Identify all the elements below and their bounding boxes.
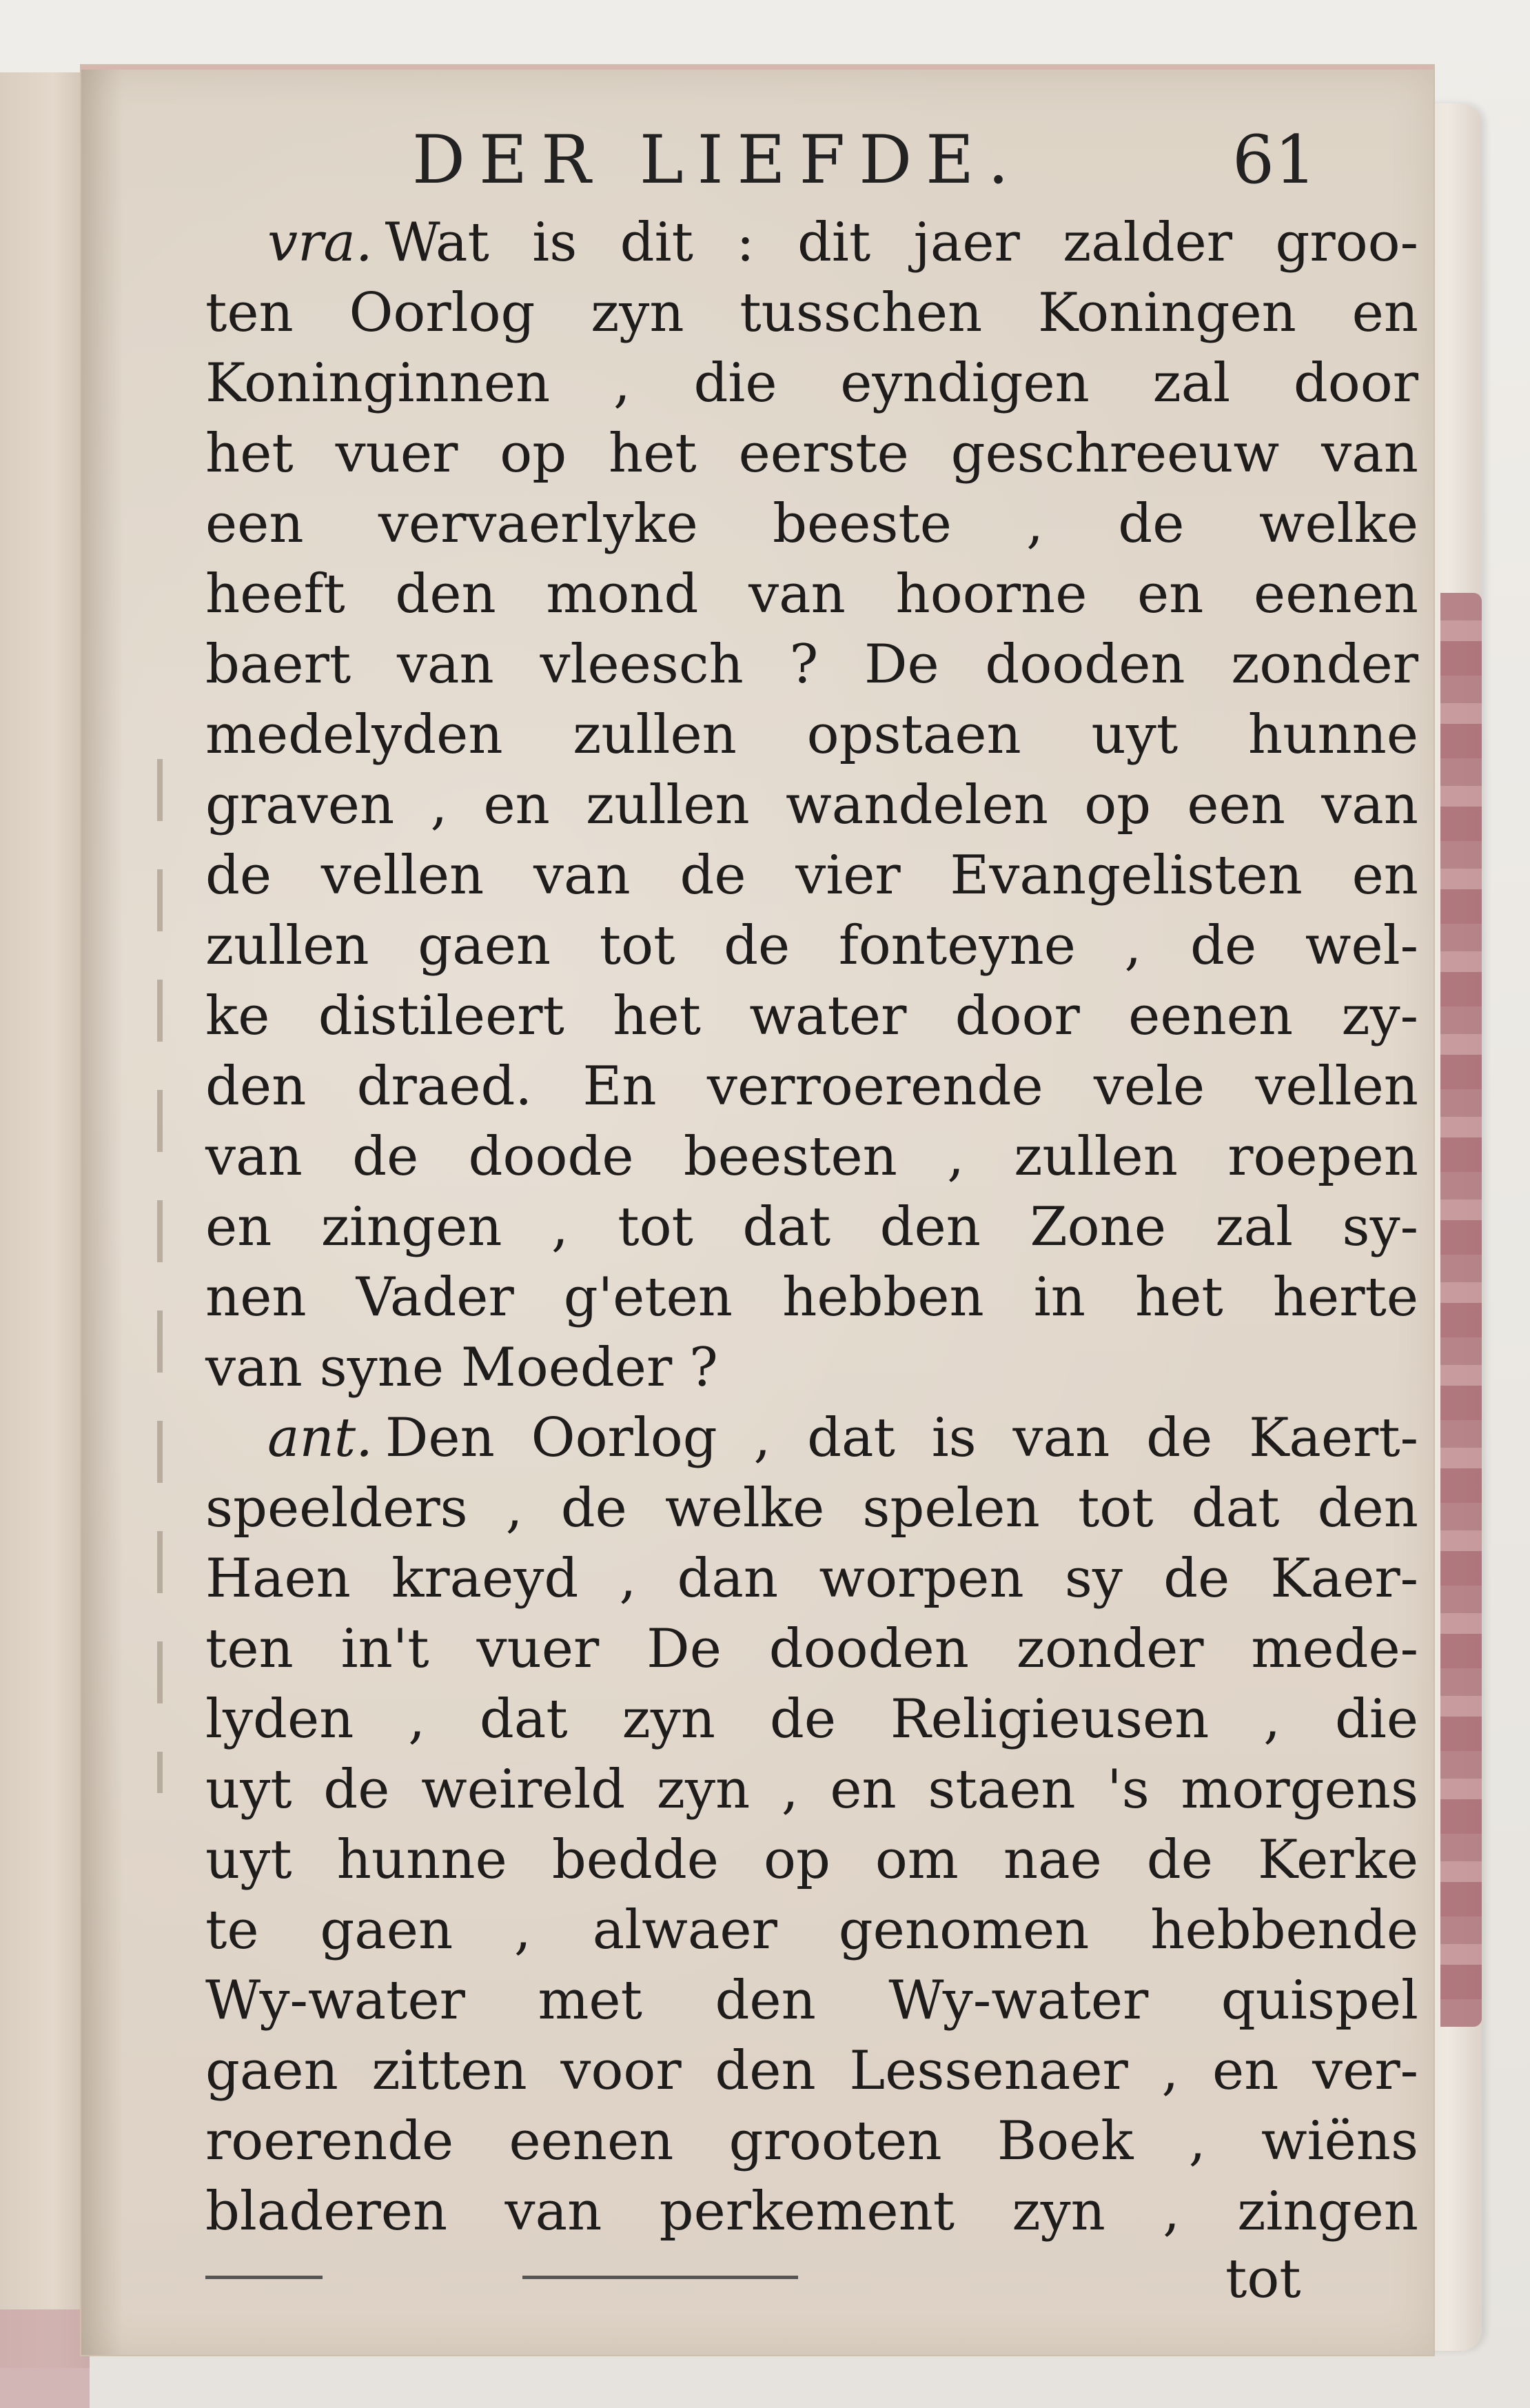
text-line: ke distileert het water door eenen zy- (205, 985, 1418, 1047)
text-line: een vervaerlyke beeste , de welke (205, 493, 1418, 555)
text-line: en zingen , tot dat den Zone zal sy- (205, 1196, 1418, 1258)
text-line: roerende eenen grooten Boek , wiëns (205, 2110, 1418, 2172)
page-footer (81, 2248, 1434, 2331)
text-line: heeft den mond van hoorne en eenen (205, 563, 1418, 625)
text-line: uyt hunne bedde op om nae de Kerke (205, 1829, 1418, 1891)
text-line: zullen gaen tot de fonteyne , de wel- (205, 915, 1418, 977)
text-line: bladeren van perkement zyn , zingen (205, 2181, 1418, 2243)
footer-rule (522, 2276, 798, 2279)
text-line: Wy-water met den Wy-water quispel (205, 1970, 1418, 2032)
catchword: tot (1225, 2248, 1301, 2310)
body-text (205, 208, 1418, 2247)
text-line: medelyden zullen opstaen uyt hunne (205, 704, 1418, 766)
text-line: ant. Den Oorlog , dat is van de Kaert- (267, 1407, 1418, 1469)
running-head: DER LIEFDE. (412, 121, 1023, 199)
binding-stitching (157, 759, 163, 1793)
text-line: Koninginnen , die eyndigen zal door (205, 352, 1418, 414)
text-line: vra. Wat is dit : dit jaer zalder groo- (267, 212, 1418, 274)
facing-page (0, 72, 90, 2368)
text-line: te gaen , alwaer genomen hebbende (205, 1899, 1418, 1961)
book-cover-edge (1440, 593, 1482, 2027)
answer-label: ant. (267, 1407, 373, 1469)
text-line: ten Oorlog zyn tusschen Koningen en (205, 282, 1418, 344)
text-line: gaen zitten voor den Lessenaer , en ver- (205, 2040, 1418, 2102)
page-gutter-shadow (81, 70, 123, 2355)
text-line: de vellen van de vier Evangelisten en (205, 844, 1418, 907)
text-line: baert van vleesch ? De dooden zonder (205, 634, 1418, 696)
text-line: ten in't vuer De dooden zonder mede- (205, 1618, 1418, 1680)
question-label: vra. (267, 212, 373, 274)
book-page (81, 65, 1434, 2355)
text-line: den draed. En verroerende vele vellen (205, 1055, 1418, 1117)
text-line: nen Vader g'eten hebben in het herte (205, 1266, 1418, 1328)
text-line: uyt de weireld zyn , en staen 's morgens (205, 1759, 1418, 1821)
page-header (81, 121, 1434, 218)
text-line: het vuer op het eerste geschreeuw van (205, 423, 1418, 485)
text-line: speelders , de welke spelen tot dat den (205, 1477, 1418, 1539)
text-line: van de doode beesten , zullen roepen (205, 1126, 1418, 1188)
text-line: graven , en zullen wandelen op een van (205, 774, 1418, 836)
footer-rule (205, 2276, 323, 2279)
page-number: 61 (1232, 121, 1317, 199)
text-line: lyden , dat zyn de Religieusen , die (205, 1688, 1418, 1750)
text-line: Haen kraeyd , dan worpen sy de Kaer- (205, 1548, 1418, 1610)
text-line: van syne Moeder ? (205, 1337, 718, 1399)
facing-page-corner (0, 2309, 90, 2408)
